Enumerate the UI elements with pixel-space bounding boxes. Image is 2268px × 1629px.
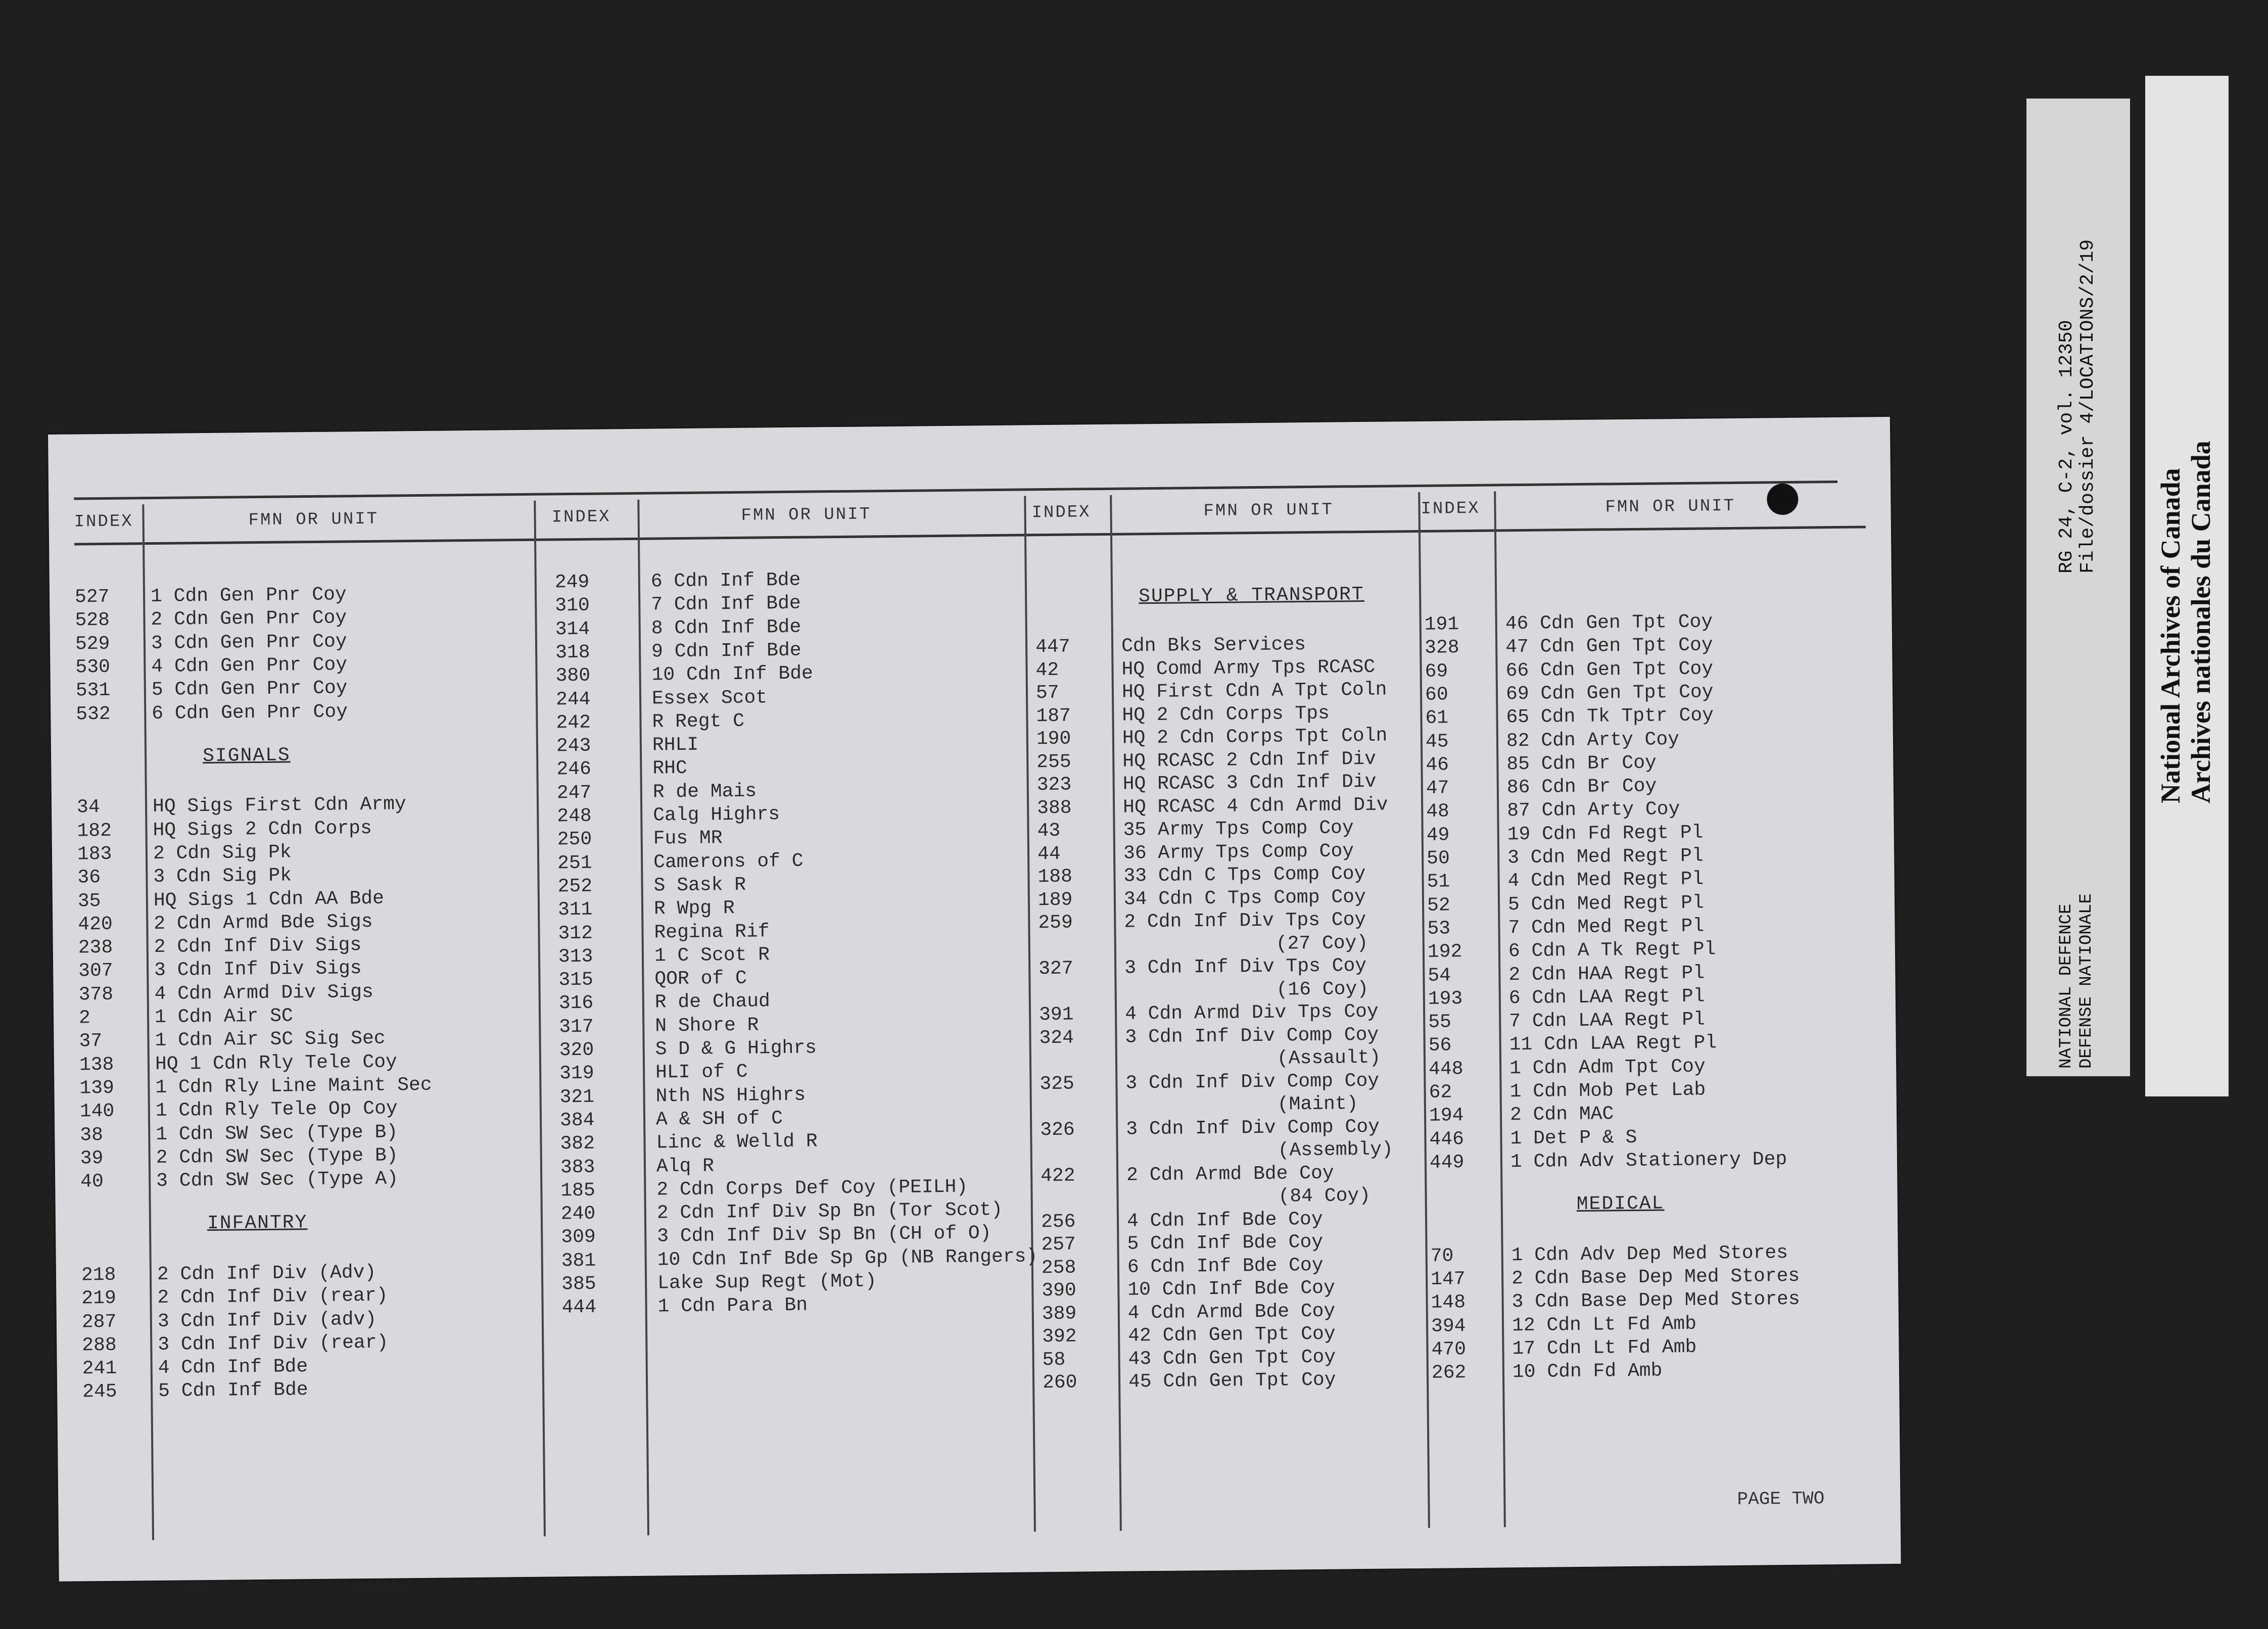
- index-number: 48: [1426, 800, 1450, 823]
- unit-name: 5 Cdn Gen Pnr Coy: [151, 677, 348, 701]
- page-label: PAGE TWO: [1737, 1488, 1825, 1510]
- index-number: 241: [82, 1357, 117, 1380]
- index-number: 255: [1036, 751, 1071, 774]
- index-number: 243: [556, 735, 591, 757]
- unit-name: 1 C Scot R: [654, 944, 770, 967]
- unit-name: 3 Cdn SW Sec (Type A): [156, 1168, 399, 1192]
- index-number: 251: [557, 852, 592, 874]
- unit-name: HQ Sigs 1 Cdn AA Bde: [153, 887, 385, 912]
- unit-name: 47 Cdn Gen Tpt Coy: [1505, 634, 1713, 658]
- unit-name: 36 Army Tps Comp Coy: [1123, 840, 1354, 865]
- index-number: 256: [1041, 1211, 1076, 1233]
- unit-name: HQ Sigs 2 Cdn Corps: [153, 817, 372, 841]
- index-number: 312: [558, 922, 593, 944]
- unit-name: QOR of C: [654, 967, 747, 990]
- unit-name: 2 Cdn Inf Div Sigs: [154, 934, 362, 959]
- index-number: 193: [1428, 987, 1463, 1010]
- index-number: 246: [556, 758, 592, 781]
- unit-name: 2 Cdn Inf Div (rear): [157, 1284, 388, 1309]
- unit-name: Essex Scot: [651, 686, 768, 710]
- unit-name: (Assembly): [1278, 1138, 1393, 1162]
- index-number: 247: [556, 782, 592, 804]
- divider: [1024, 496, 1036, 1531]
- unit-name: 4 Cdn Armd Div Tps Coy: [1124, 1001, 1379, 1025]
- unit-name: 12 Cdn Lt Fd Amb: [1511, 1313, 1697, 1336]
- index-number: 43: [1037, 820, 1061, 842]
- unit-name: 9 Cdn Inf Bde: [651, 639, 801, 663]
- index-number: 44: [1037, 843, 1061, 866]
- section-heading: SUPPLY & TRANSPORT: [1138, 584, 1364, 608]
- archive-name-en: National Archives of Canada: [2155, 468, 2186, 803]
- index-number: 47: [1426, 777, 1449, 799]
- archive-stamp-label: [2145, 76, 2229, 1096]
- unit-name: N Shore R: [655, 1014, 759, 1037]
- unit-name: 6 Cdn Inf Bde: [650, 569, 801, 593]
- index-number: 324: [1039, 1027, 1074, 1049]
- unit-name: HQ Sigs First Cdn Army: [152, 793, 406, 818]
- unit-name: 42 Cdn Gen Tpt Coy: [1128, 1323, 1336, 1347]
- unit-name: 45 Cdn Gen Tpt Coy: [1128, 1369, 1336, 1393]
- divider: [1110, 495, 1122, 1531]
- index-number: 50: [1426, 847, 1450, 870]
- index-number: 191: [1424, 613, 1459, 636]
- unit-name: 87 Cdn Arty Coy: [1507, 798, 1680, 822]
- index-number: 530: [75, 656, 111, 679]
- index-number: 51: [1427, 871, 1450, 893]
- index-number: 194: [1429, 1105, 1464, 1127]
- index-number: 448: [1428, 1058, 1463, 1080]
- unit-name: 3 Cdn Inf Div Comp Coy: [1125, 1024, 1379, 1048]
- unit-name: 3 Cdn Inf Div Comp Coy: [1126, 1116, 1380, 1140]
- index-number: 55: [1428, 1011, 1452, 1033]
- index-number: 388: [1036, 797, 1072, 820]
- unit-name: 33 Cdn C Tps Comp Coy: [1123, 863, 1366, 887]
- unit-name: 86 Cdn Br Coy: [1506, 775, 1657, 799]
- index-number: 383: [560, 1156, 595, 1178]
- index-number: 262: [1431, 1362, 1467, 1384]
- unit-name: HQ 2 Cdn Corps Tpt Coln: [1122, 725, 1388, 749]
- index-number: 326: [1040, 1119, 1075, 1141]
- index-number: 52: [1427, 894, 1450, 917]
- unit-name: 85 Cdn Br Coy: [1506, 752, 1657, 776]
- index-number: 321: [559, 1086, 595, 1108]
- index-number: 288: [82, 1334, 117, 1357]
- index-number: 307: [78, 960, 113, 982]
- index-number: 147: [1430, 1268, 1466, 1290]
- unit-name: 11 Cdn LAA Regt Pl: [1509, 1032, 1717, 1056]
- unit-name: 6 Cdn Inf Bde Coy: [1127, 1254, 1324, 1278]
- unit-name: 1 Det P & S: [1510, 1126, 1637, 1149]
- index-number: 320: [559, 1039, 594, 1062]
- index-number: 315: [558, 969, 594, 991]
- index-number: 70: [1430, 1245, 1454, 1267]
- unit-name: RHLI: [652, 734, 699, 756]
- index-number: 36: [77, 867, 101, 889]
- archive-name-fr: Archives nationales du Canada: [2186, 441, 2216, 803]
- index-number: 532: [76, 703, 111, 725]
- unit-name: 10 Cdn Inf Bde: [651, 662, 814, 686]
- unit-header: FMN OR UNIT: [1203, 500, 1334, 521]
- index-header: INDEX: [551, 507, 611, 528]
- index-number: 529: [75, 633, 110, 655]
- index-number: 528: [75, 609, 110, 632]
- index-number: 53: [1427, 918, 1451, 940]
- unit-name: Fus MR: [653, 827, 723, 850]
- index-number: 317: [559, 1016, 594, 1038]
- unit-name: 2 Cdn Sig Pk: [153, 841, 292, 865]
- unit-name: 1 Cdn Air SC: [154, 1005, 293, 1029]
- archive-file-line: File/dossier 4/LOCATIONS/2/19: [2077, 239, 2099, 573]
- index-number: 187: [1036, 705, 1071, 728]
- department-fr: DEFENSE NATIONALE: [2077, 893, 2096, 1069]
- index-number: 56: [1428, 1034, 1452, 1057]
- unit-name: 5 Cdn Med Regt Pl: [1507, 892, 1704, 916]
- unit-name: 4 Cdn Inf Bde: [158, 1356, 308, 1379]
- unit-name: HQ RCASC 4 Cdn Armd Div: [1122, 794, 1388, 819]
- index-number: 54: [1428, 964, 1451, 987]
- unit-name: 1 Cdn Gen Pnr Coy: [150, 584, 347, 608]
- unit-name: 1 Cdn Rly Line Maint Sec: [155, 1074, 432, 1098]
- unit-name: 69 Cdn Gen Tpt Coy: [1505, 681, 1714, 705]
- unit-name: 4 Cdn Gen Pnr Coy: [151, 654, 348, 678]
- unit-name: 4 Cdn Inf Bde Coy: [1126, 1208, 1323, 1232]
- archive-reference-line: RG 24, C-2, vol. 12350: [2056, 320, 2077, 573]
- unit-name: (27 Coy): [1275, 932, 1368, 955]
- unit-name: 1 Cdn Adv Dep Med Stores: [1511, 1241, 1788, 1266]
- index-number: 190: [1036, 728, 1071, 750]
- index-number: 389: [1042, 1303, 1077, 1325]
- index-number: 39: [80, 1147, 104, 1170]
- unit-name: 1 Cdn Adm Tpt Coy: [1509, 1056, 1706, 1079]
- unit-name: HQ 1 Cdn Rly Tele Coy: [155, 1051, 398, 1075]
- unit-name: 4 Cdn Armd Div Sigs: [154, 981, 374, 1005]
- unit-name: 2 Cdn MAC: [1509, 1103, 1614, 1126]
- unit-name: 2 Cdn Armd Bde Coy: [1126, 1162, 1334, 1186]
- unit-name: 10 Cdn Inf Bde Sp Gp (NB Rangers): [657, 1245, 1038, 1271]
- punch-hole: [1767, 484, 1799, 515]
- unit-name: 7 Cdn Inf Bde: [651, 593, 801, 616]
- index-header: INDEX: [1421, 499, 1480, 519]
- index-number: 259: [1038, 912, 1073, 934]
- index-number: 238: [78, 936, 113, 959]
- unit-name: 1 Cdn Para Bn: [657, 1294, 808, 1318]
- unit-name: 19 Cdn Fd Regt Pl: [1507, 822, 1704, 846]
- unit-name: 1 Cdn SW Sec (Type B): [156, 1121, 398, 1145]
- index-number: 2: [78, 1007, 91, 1029]
- unit-name: 6 Cdn Gen Pnr Coy: [152, 700, 348, 725]
- index-number: 61: [1425, 707, 1449, 730]
- top-rule: [74, 481, 1837, 500]
- unit-name: Cdn Bks Services: [1121, 634, 1306, 657]
- unit-name: 2 Cdn Inf Div Sp Bn (Tor Scot): [656, 1199, 1003, 1224]
- index-number: 470: [1431, 1338, 1467, 1361]
- unit-name: 35 Army Tps Comp Coy: [1123, 817, 1354, 841]
- index-number: 185: [560, 1179, 596, 1202]
- unit-header: FMN OR UNIT: [1605, 496, 1736, 517]
- unit-name: Camerons of C: [653, 850, 804, 874]
- index-number: 382: [560, 1132, 595, 1155]
- index-number: 249: [554, 571, 590, 594]
- unit-name: 1 Cdn Rly Tele Op Coy: [155, 1097, 398, 1122]
- index-number: 244: [555, 688, 591, 710]
- unit-name: 3 Cdn Med Regt Pl: [1507, 845, 1704, 869]
- index-number: 60: [1425, 684, 1448, 706]
- unit-name: 34 Cdn C Tps Comp Coy: [1123, 886, 1366, 911]
- index-number: 314: [555, 618, 590, 640]
- unit-name: 2 Cdn Corps Def Coy (PEILH): [656, 1176, 968, 1201]
- section-heading: SIGNALS: [202, 744, 291, 767]
- section-heading: MEDICAL: [1576, 1192, 1665, 1216]
- index-number: 313: [558, 945, 593, 968]
- unit-name: Linc & Welld R: [656, 1130, 818, 1154]
- index-number: 245: [82, 1381, 117, 1403]
- unit-name: HLI of C: [655, 1061, 748, 1084]
- unit-name: 2 Cdn Base Dep Med Stores: [1511, 1265, 1800, 1290]
- index-number: 252: [557, 875, 593, 898]
- index-number: 384: [559, 1109, 595, 1132]
- index-number: 318: [555, 641, 590, 664]
- unit-name: 17 Cdn Lt Fd Amb: [1512, 1336, 1697, 1360]
- unit-name: HQ Comd Army Tps RCASC: [1121, 656, 1376, 681]
- index-number: 182: [77, 820, 112, 842]
- index-number: 35: [77, 890, 101, 912]
- index-number: 328: [1424, 637, 1459, 659]
- index-number: 46: [1426, 754, 1449, 776]
- index-number: 257: [1041, 1233, 1076, 1256]
- index-number: 219: [81, 1287, 117, 1310]
- index-number: 148: [1431, 1291, 1466, 1314]
- unit-name: 7 Cdn Med Regt Pl: [1508, 915, 1705, 939]
- unit-name: 2 Cdn HAA Regt Pl: [1508, 962, 1705, 986]
- unit-name: (16 Coy): [1276, 978, 1369, 1001]
- index-number: 447: [1035, 636, 1070, 658]
- index-number: 531: [75, 680, 111, 702]
- unit-name: R de Chaud: [654, 990, 771, 1014]
- unit-name: 4 Cdn Med Regt Pl: [1507, 868, 1704, 892]
- index-number: 310: [555, 595, 590, 617]
- index-number: 319: [559, 1062, 594, 1085]
- department-en: NATIONAL DEFENCE: [2057, 903, 2076, 1069]
- unit-name: HQ RCASC 2 Cdn Inf Div: [1122, 748, 1377, 773]
- index-number: 380: [555, 664, 591, 687]
- index-number: 45: [1425, 730, 1449, 753]
- unit-name: 7 Cdn LAA Regt Pl: [1509, 1009, 1706, 1033]
- unit-name: R de Mais: [652, 780, 757, 803]
- unit-name: 4 Cdn Armd Bde Coy: [1127, 1300, 1336, 1324]
- unit-name: RHC: [652, 757, 688, 780]
- index-number: 260: [1042, 1371, 1077, 1394]
- index-number: 34: [76, 796, 100, 819]
- unit-name: Calg Highrs: [653, 803, 780, 827]
- index-number: 40: [80, 1171, 104, 1193]
- index-number: 218: [81, 1264, 116, 1286]
- unit-name: Regina Rif: [654, 920, 770, 944]
- index-number: 42: [1035, 659, 1059, 682]
- unit-name: Alq R: [656, 1155, 715, 1178]
- unit-name: 5 Cdn Inf Bde: [158, 1379, 308, 1403]
- unit-name: 2 Cdn Inf Div Tps Coy: [1124, 909, 1366, 933]
- unit-name: (Maint): [1277, 1093, 1358, 1116]
- index-number: 446: [1429, 1128, 1464, 1151]
- unit-name: 8 Cdn Inf Bde: [651, 616, 801, 640]
- unit-name: 6 Cdn LAA Regt Pl: [1508, 985, 1705, 1010]
- unit-name: 2 Cdn SW Sec (Type B): [156, 1144, 398, 1169]
- unit-name: S D & G Highrs: [655, 1037, 817, 1061]
- unit-name: S Sask R: [653, 874, 746, 897]
- unit-name: 3 Cdn Inf Div Sp Bn (CH of O): [657, 1222, 991, 1248]
- index-number: 316: [558, 992, 594, 1015]
- unit-header: FMN OR UNIT: [248, 509, 379, 531]
- index-header: INDEX: [74, 512, 133, 532]
- index-number: 139: [79, 1077, 115, 1099]
- document-sheet: [48, 417, 1901, 1582]
- index-number: 327: [1038, 957, 1073, 980]
- index-number: 38: [80, 1124, 104, 1146]
- unit-name: 10 Cdn Fd Amb: [1512, 1360, 1663, 1383]
- unit-name: 2 Cdn Armd Bde Sigs: [154, 911, 373, 935]
- index-number: 309: [561, 1226, 596, 1249]
- unit-name: 5 Cdn Inf Bde Coy: [1127, 1231, 1324, 1255]
- index-number: 37: [79, 1030, 103, 1052]
- unit-name: Nth NS Highrs: [655, 1084, 806, 1108]
- unit-name: A & SH of C: [655, 1107, 783, 1131]
- index-number: 381: [561, 1250, 596, 1272]
- unit-name: Lake Sup Regt (Mot): [657, 1270, 877, 1295]
- unit-name: 3 Cdn Inf Div (rear): [158, 1331, 389, 1356]
- unit-name: 3 Cdn Sig Pk: [153, 865, 292, 888]
- divider: [534, 501, 546, 1537]
- index-number: 242: [556, 711, 591, 734]
- unit-name: (84 Coy): [1278, 1185, 1371, 1208]
- index-number: 69: [1425, 660, 1448, 683]
- index-header: INDEX: [1031, 503, 1091, 523]
- unit-name: 10 Cdn Inf Bde Coy: [1127, 1277, 1336, 1301]
- index-number: 391: [1038, 1003, 1074, 1026]
- index-number: 258: [1041, 1257, 1076, 1279]
- index-number: 240: [560, 1203, 596, 1225]
- unit-name: HQ First Cdn A Tpt Coln: [1121, 679, 1387, 703]
- index-number: 140: [79, 1100, 115, 1123]
- unit-name: 1 Cdn Mob Pet Lab: [1509, 1079, 1706, 1103]
- index-number: 378: [78, 983, 114, 1006]
- index-number: 183: [77, 843, 112, 866]
- index-number: 189: [1037, 889, 1073, 912]
- unit-name: R Wpg R: [653, 897, 735, 920]
- unit-name: 3 Cdn Base Dep Med Stores: [1511, 1288, 1800, 1313]
- index-number: 248: [557, 805, 592, 828]
- index-number: 420: [78, 913, 113, 936]
- unit-name: (Assault): [1277, 1047, 1381, 1070]
- unit-name: 82 Cdn Arty Coy: [1506, 728, 1680, 752]
- divider: [637, 500, 649, 1536]
- index-number: 250: [557, 829, 592, 851]
- unit-name: 66 Cdn Gen Tpt Coy: [1505, 657, 1714, 682]
- index-number: 62: [1429, 1081, 1452, 1104]
- index-number: 58: [1042, 1349, 1066, 1371]
- index-number: 325: [1040, 1073, 1075, 1095]
- index-number: 49: [1426, 824, 1450, 846]
- index-number: 392: [1042, 1325, 1077, 1348]
- index-number: 323: [1036, 774, 1072, 796]
- index-number: 192: [1427, 941, 1462, 964]
- unit-name: R Regt C: [652, 710, 745, 733]
- index-number: 311: [557, 898, 593, 921]
- index-number: 449: [1429, 1152, 1464, 1174]
- unit-name: 3 Cdn Inf Div Tps Coy: [1124, 955, 1367, 979]
- index-number: 385: [561, 1273, 596, 1296]
- index-number: 394: [1431, 1315, 1466, 1337]
- archive-reference-label: [2026, 99, 2130, 1076]
- unit-name: HQ 2 Cdn Corps Tps: [1122, 702, 1330, 727]
- unit-name: 1 Cdn Air SC Sig Sec: [155, 1027, 386, 1052]
- index-number: 390: [1042, 1279, 1076, 1302]
- index-number: 138: [79, 1053, 114, 1076]
- unit-name: 43 Cdn Gen Tpt Coy: [1128, 1346, 1336, 1370]
- divider: [1494, 492, 1506, 1527]
- section-heading: INFANTRY: [207, 1212, 308, 1235]
- index-number: 422: [1040, 1165, 1075, 1187]
- unit-name: 2 Cdn Inf Div (Adv): [157, 1261, 376, 1285]
- unit-name: 1 Cdn Adv Stationery Dep: [1510, 1148, 1787, 1173]
- unit-name: 3 Cdn Inf Div (adv): [157, 1308, 377, 1332]
- index-number: 57: [1035, 682, 1059, 704]
- index-number: 287: [81, 1311, 117, 1333]
- unit-name: 3 Cdn Inf Div Comp Coy: [1125, 1070, 1380, 1094]
- unit-name: 65 Cdn Tk Tptr Coy: [1506, 704, 1714, 729]
- index-number: 527: [74, 586, 110, 608]
- unit-name: 2 Cdn Gen Pnr Coy: [151, 607, 347, 631]
- unit-name: 3 Cdn Inf Div Sigs: [154, 957, 362, 982]
- unit-name: 3 Cdn Gen Pnr Coy: [151, 630, 347, 654]
- unit-header: FMN OR UNIT: [741, 505, 872, 525]
- unit-name: 6 Cdn A Tk Regt Pl: [1508, 938, 1716, 963]
- index-number: 444: [561, 1296, 597, 1319]
- unit-name: 46 Cdn Gen Tpt Coy: [1505, 611, 1713, 635]
- unit-name: HQ RCASC 3 Cdn Inf Div: [1122, 771, 1377, 795]
- index-number: 188: [1037, 866, 1073, 888]
